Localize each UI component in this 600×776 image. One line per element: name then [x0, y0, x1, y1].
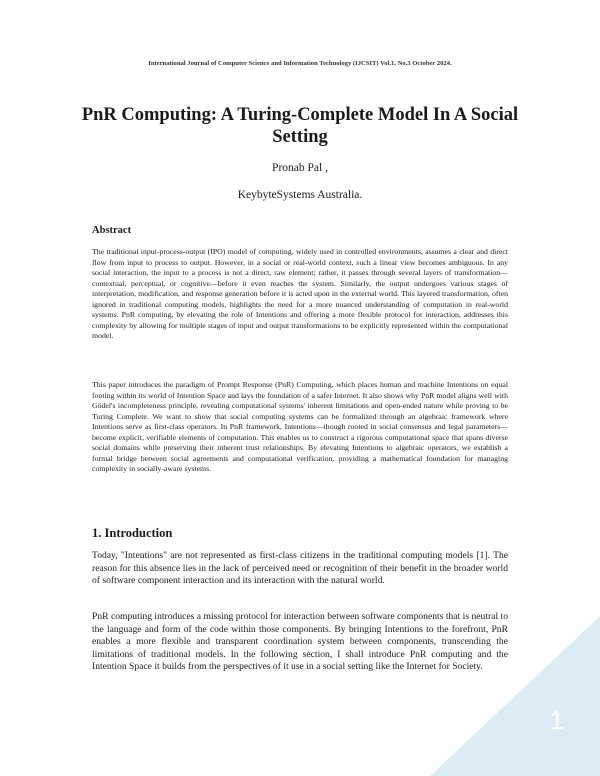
journal-header: International Journal of Computer Science and Information Technology (IJCSIT) Vol.1, No.3 October 2024.: [148, 60, 452, 67]
abstract-paragraph: The traditional input-process-output (IPO) model of computing, widely used in controlled environments, assumes a clear and direct flow from input to process to output. However, in a social or real-world context, such a linear view becomes ambiguous. In any social interaction, the input to a process is not a direct, raw element; rather, it passes through several layers of transformation—contextual, perceptual, or cognitive—before it even reaches the system. Similarly, the output undergoes various stages of interpretation, modification, and response generation before it is acted upon in the external world. This layered transformation, often ignored in traditional computing models, highlights the need for a more nuanced understanding of computation in real-world systems. PnR computing, by elevating the role of Intentions and offering a more flexible protocol for interaction, addresses this complexity by allowing for multiple stages of input and output transformations to be explicitly represented within the computational model.: [92, 247, 508, 340]
author-name: Pronab Pal ,: [272, 162, 328, 174]
author-affiliation: KeybyteSystems Australia.: [237, 189, 363, 201]
abstract-paragraph: This paper introduces the paradigm of Prompt Response (PnR) Computing, which places human and machine Intentions on equal footing within its world of Intention Space and lays the foundation of a safer Internet. It also shows why PnR model aligns well with Gödel's incompleteness principle, revealing computational systems' inherent limitations and open-ended nature while proving to be Turing Complete. We want to show that social computing systems can be formalized through an algebraic framework where Intentions serve as first-class operators. In PnR framework, Intentions—though rooted in social consensus and legal parameters—become explicit, verifiable elements of computation. This enables us to construct a rigorous computational space that spans diverse social domains while preserving their inherent trust relationships. By elevating Intentions to algebraic operators, we establish a formal bridge between social agreements and computational verification, providing a mathematical foundation for managing complexity in socially-aware systems.: [92, 380, 508, 473]
paper-title: PnR Computing: A Turing-Complete Model In A Social Setting: [81, 105, 519, 147]
abstract-heading: Abstract: [92, 225, 132, 236]
page-number: 1: [549, 705, 564, 735]
introduction-heading: 1. Introduction: [92, 526, 173, 540]
introduction-paragraph: PnR computing introduces a missing protocol for interaction between software components that is neutral to the language and form of the code within those components. By bringing Intentions to the forefront, PnR enables a more flexible and transparent coordination system between components, transcending the limitations of traditional models. In the following section, I shall introduce PnR computing and the Intention Space it builds from the perspectives of it use in a social setting like the Internet for Society.: [92, 611, 508, 672]
introduction-paragraph: Today, "Intentions" are not represented as first-class citizens in the traditional computing models [1]. The reason for this absence lies in the lack of perceived need or recognition of their benefit in the broader world of software component interaction and its interaction with the natural world.: [92, 550, 508, 586]
